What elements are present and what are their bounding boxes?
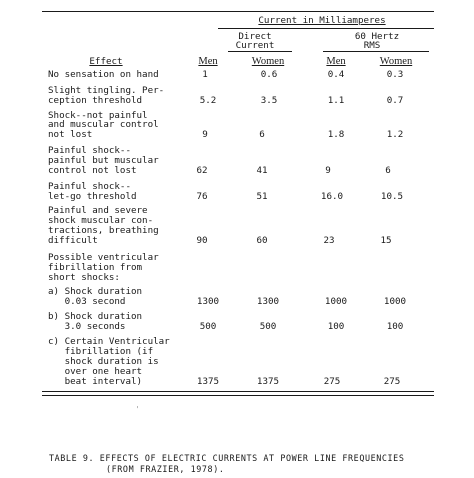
table-caption-line-2: (FROM FRAZIER, 1978). <box>106 464 225 474</box>
table-row-effect: shock muscular con- <box>48 215 154 226</box>
dc-header-rule <box>228 51 292 52</box>
table-bottom-rule-second <box>42 395 434 396</box>
table-cell-dc-men: 1375 <box>196 376 220 387</box>
table-cell-ac-women: 275 <box>383 376 401 387</box>
table-row-effect: fibrillation (if <box>48 346 154 357</box>
dc-women-header: Women <box>251 56 285 67</box>
ac-men-header: Men <box>326 56 346 67</box>
effect-column-header: Effect <box>89 56 123 67</box>
table-cell-ac-men: 275 <box>323 376 341 387</box>
table-cell-ac-men: 9 <box>325 165 331 176</box>
table-row-effect: difficult <box>48 235 98 246</box>
table-cell-ac-men: 100 <box>327 321 345 332</box>
table-row-effect: Painful and severe <box>48 205 148 216</box>
table-cell-dc-men: 500 <box>199 321 217 332</box>
table-row-effect: not lost <box>48 129 93 140</box>
table-row-effect: fibrillation from <box>48 262 143 273</box>
table-cell-dc-women: 1375 <box>256 376 280 387</box>
table-row-effect: beat interval) <box>48 376 143 387</box>
table-bottom-rule <box>42 391 434 392</box>
table-row-effect: Slight tingling. Per- <box>48 85 165 96</box>
table-row-effect: and muscular control <box>48 119 159 130</box>
table-cell-dc-women: 6 <box>259 129 265 140</box>
table-row-effect: ception threshold <box>48 95 143 106</box>
dc-men-header: Men <box>198 56 218 67</box>
table-row-effect: control not lost <box>48 165 137 176</box>
table-cell-ac-men: 0.4 <box>327 69 345 80</box>
table-row-effect: Painful shock-- <box>48 145 131 156</box>
table-row-effect: 3.0 seconds <box>48 321 126 332</box>
table-cell-ac-men: 1000 <box>324 296 348 307</box>
table-row-effect: shock duration is <box>48 356 159 367</box>
table-row-effect: a) Shock duration <box>48 286 143 297</box>
table-cell-dc-women: 3.5 <box>260 95 278 106</box>
table-cell-dc-women: 41 <box>256 165 268 176</box>
ac-women-header: Women <box>379 56 413 67</box>
table-row-effect: Possible ventricular <box>48 252 159 263</box>
table-cell-ac-women: 1000 <box>383 296 407 307</box>
table-row-effect: tractions, breathing <box>48 225 159 236</box>
table-caption-line-1: TABLE 9. EFFECTS OF ELECTRIC CURRENTS AT POWER LINE FREQUENCIES <box>49 453 405 463</box>
table-cell-ac-men: 16.0 <box>320 191 344 202</box>
table-row-effect: painful but muscular <box>48 155 159 166</box>
table-cell-ac-women: 0.7 <box>386 95 404 106</box>
table-cell-dc-women: 0.6 <box>260 69 278 80</box>
table-row-effect: over one heart <box>48 366 143 377</box>
dc-header-line-2: Current <box>235 40 275 51</box>
table-cell-dc-women: 1300 <box>256 296 280 307</box>
scan-mark: ' <box>135 405 140 414</box>
table-row-effect: b) Shock duration <box>48 311 143 322</box>
table-row-effect: let-go threshold <box>48 191 137 202</box>
ac-header-line-2: RMS <box>363 40 381 51</box>
ac-header-line-1: 60 Hertz <box>354 31 400 42</box>
table-top-rule <box>42 11 434 12</box>
table-cell-dc-women: 60 <box>256 235 268 246</box>
table-cell-dc-men: 9 <box>202 129 208 140</box>
table-cell-ac-women: 100 <box>386 321 404 332</box>
table-cell-dc-men: 62 <box>196 165 208 176</box>
table-cell-dc-men: 5.2 <box>199 95 217 106</box>
table-cell-dc-men: 76 <box>196 191 208 202</box>
table-row-effect: c) Certain Ventricular <box>48 336 170 347</box>
table-cell-dc-women: 500 <box>259 321 277 332</box>
table-cell-dc-men: 1 <box>202 69 208 80</box>
table-row-effect: Shock--not painful <box>48 110 148 121</box>
table-cell-ac-men: 1.8 <box>327 129 345 140</box>
table-cell-ac-women: 10.5 <box>380 191 404 202</box>
table-cell-ac-men: 1.1 <box>327 95 345 106</box>
current-header-rule <box>218 28 434 29</box>
table-cell-ac-men: 23 <box>323 235 335 246</box>
table-cell-ac-women: 6 <box>385 165 391 176</box>
table-cell-dc-men: 1300 <box>196 296 220 307</box>
table-row-effect: short shocks: <box>48 272 120 283</box>
current-header: Current in Milliamperes <box>258 15 386 26</box>
table-cell-ac-women: 0.3 <box>386 69 404 80</box>
table-row-effect: No sensation on hand <box>48 69 159 80</box>
table-cell-ac-women: 15 <box>380 235 392 246</box>
table-cell-ac-women: 1.2 <box>386 129 404 140</box>
dc-header-line-1: Direct <box>238 31 272 42</box>
table-row-effect: 0.03 second <box>48 296 126 307</box>
table-cell-dc-men: 90 <box>196 235 208 246</box>
ac-header-rule <box>323 51 429 52</box>
table-row-effect: Painful shock-- <box>48 181 131 192</box>
table-cell-dc-women: 51 <box>256 191 268 202</box>
